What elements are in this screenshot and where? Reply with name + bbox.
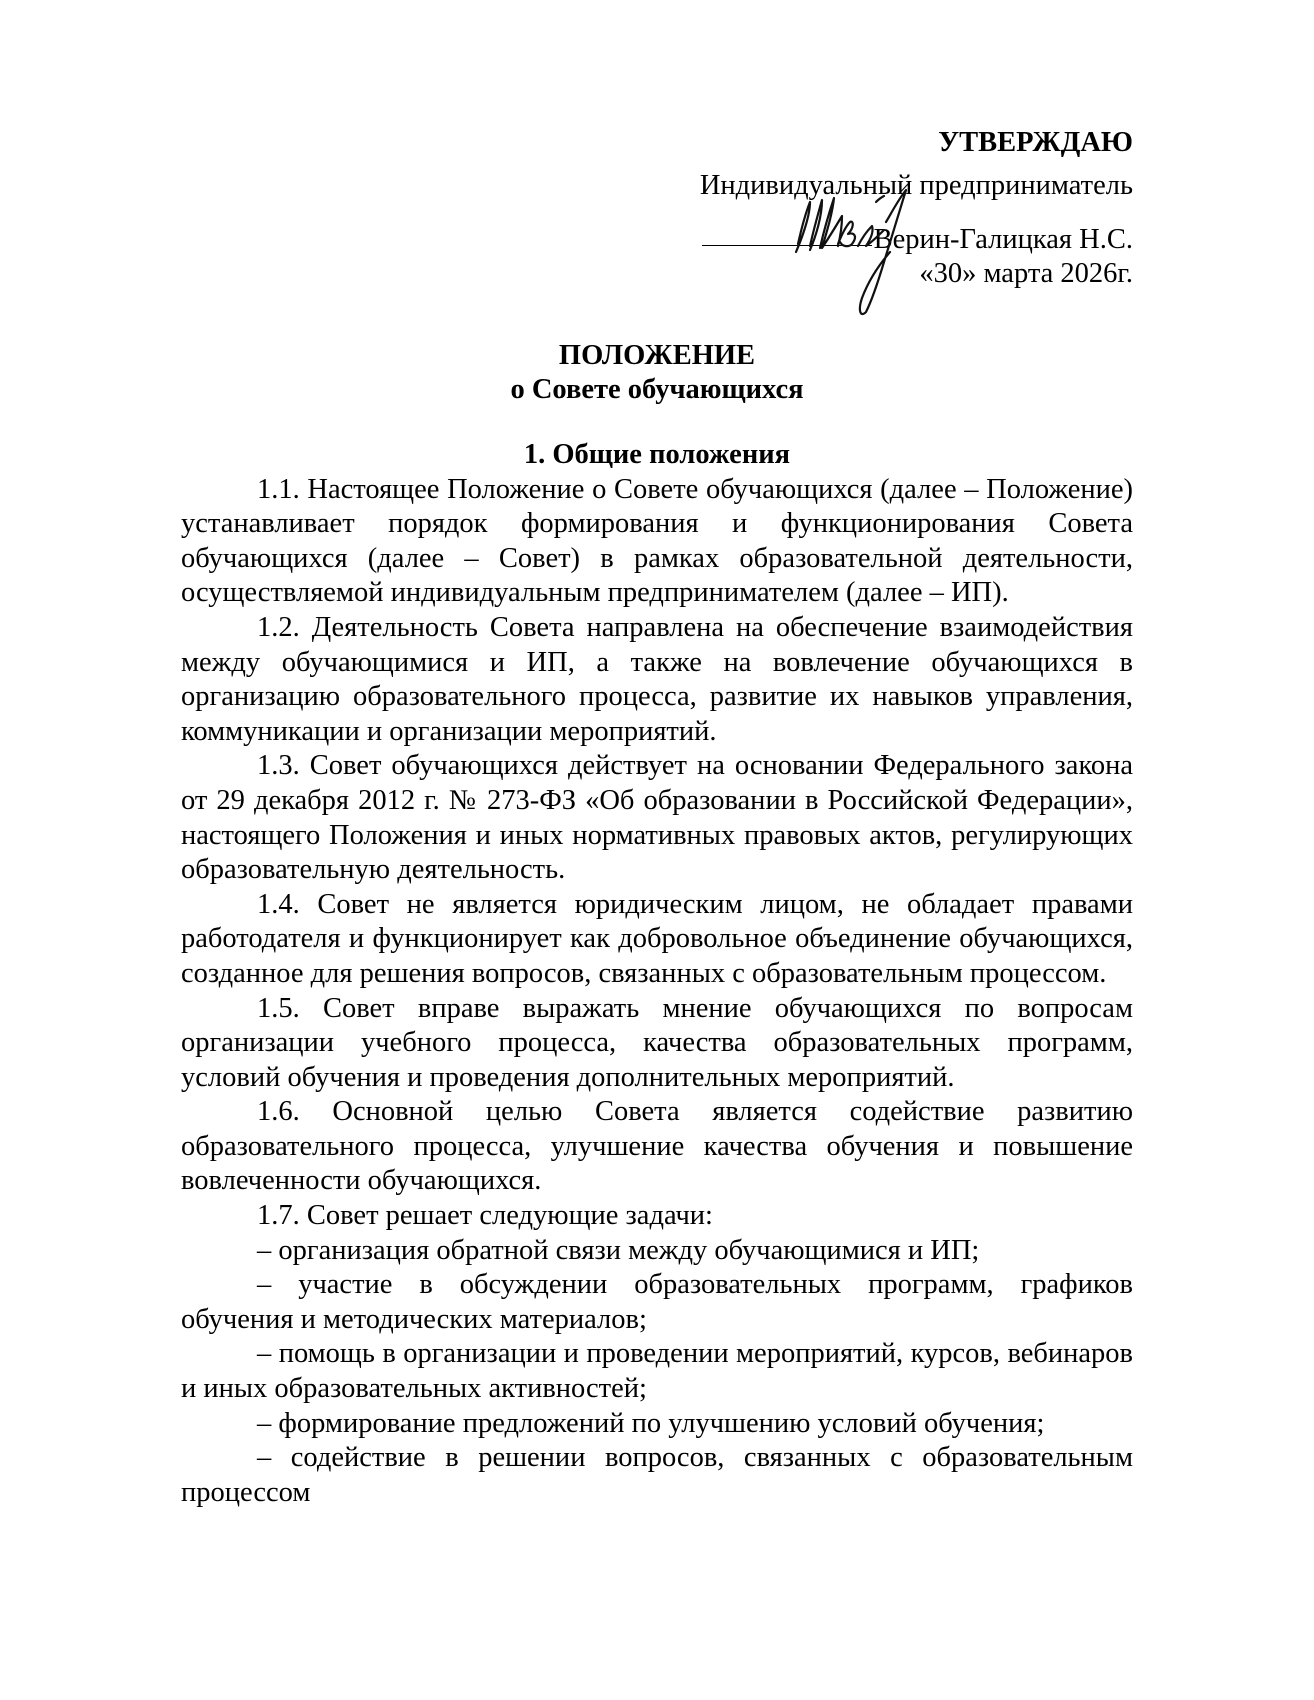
paragraph-1-2: 1.2. Деятельность Совета направлена на обеспечение взаимодействия между обучающимися и ИП, а также на вовлечение обучающихся в организацию образовательного процесса, развитие их навыков управления, коммуникации и организации мероприятий.: [181, 611, 1133, 747]
paragraph-1-3: 1.3. Совет обучающихся действует на основании Федерального закона от 29 декабря 2012 г. № 273-ФЗ «Об образовании в Российской Федерации», настоящего Положения и иных нормативных правовых актов, регулирующих образовательную деятельность.: [181, 750, 1133, 886]
approver-name: Верин-Галицкая Н.С.: [873, 224, 1133, 255]
document-body: [181, 438, 1133, 1510]
paragraph-1-7: 1.7. Совет решает следующие задачи:: [257, 1200, 713, 1232]
task-item: – формирование предложений по улучшению условий обучения;: [257, 1407, 1045, 1439]
task-item: – помощь в организации и проведении мероприятий, курсов, вебинаров и иных образовательных активностей;: [181, 1338, 1133, 1405]
paragraph-1-5: 1.5. Совет вправе выражать мнение обучающихся по вопросам организации учебного процесса, качества образовательных программ, условий обучения и проведения дополнительных мероприятий.: [181, 992, 1133, 1093]
paragraph-1-4: 1.4. Совет не является юридическим лицом, не обладает правами работодателя и функционирует как добровольное объединение обучающихся, созданное для решения вопросов, связанных с образовательным процессом.: [181, 888, 1133, 989]
document-title-main: ПОЛОЖЕНИЕ: [558, 340, 756, 371]
task-item: – участие в обсуждении образовательных программ, графиков обучения и методических материалов;: [181, 1269, 1133, 1335]
handwritten-signature: [780, 186, 950, 321]
task-item: – содействие в решении вопросов, связанных с образовательным процессом: [181, 1442, 1133, 1508]
task-item: – организация обратной связи между обучающимися и ИП;: [257, 1234, 980, 1266]
approver-position: Индивидуальный предприниматель: [699, 170, 1133, 201]
paragraph-1-1: 1.1. Настоящее Положение о Совете обучающихся (далее – Положение) устанавливает порядок формирования и функционирования Совета обучающихся (далее – Совет) в рамках образовательной деятельности, осуществляемой индивидуальным предпринимателем (далее – ИП).: [181, 473, 1133, 609]
document-title: [0, 339, 1314, 407]
document-subtitle: о Совете обучающихся: [510, 374, 804, 405]
paragraph-1-6: 1.6. Основной целью Совета является содействие развитию образовательного процесса, улучшение качества обучения и повышение вовлеченности обучающихся.: [181, 1096, 1133, 1197]
approval-title: УТВЕРЖДАЮ: [938, 127, 1133, 158]
section-heading: 1. Общие положения: [523, 439, 791, 470]
approval-date: «30» марта 2026г.: [919, 258, 1133, 289]
